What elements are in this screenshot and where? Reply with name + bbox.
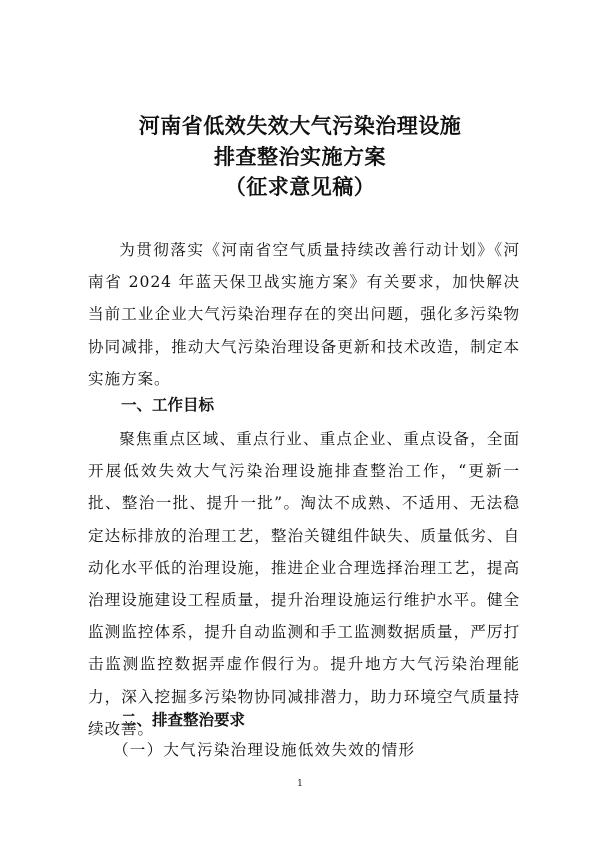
document-title-line-3: （征求意见稿） [224, 174, 376, 199]
document-title-line-2: 排查整治实施方案 [214, 144, 386, 169]
intro-paragraph: 为贯彻落实《河南省空气质量持续改善行动计划》《河南省 2024 年蓝天保卫战实施方案》有关要求，加快解决当前工业企业大气污染治理存在的突出问题，强化多污染物协同减排，推动大气污染治理设备更新和技术改造，制定本实施方案。 [88, 241, 520, 388]
page-number: 1 [297, 779, 303, 789]
section-1-paragraph: 聚焦重点区域、重点行业、重点企业、重点设备，全面开展低效失效大气污染治理设施排查整治工作，“更新一批、整治一批、提升一批”。淘汰不成熟、不适用、无法稳定达标排放的治理工艺，整治关键组件缺失、质量低劣、自动化水平低的治理设施，推进企业合理选择治理工艺，提高治理设施建设工程质量，提升治理设施运行维护水平。健全监测监控体系，提升自动监测和手工监测数据质量，严厉打击监测监控数据弄虚作假行为。提升地方大气污染治理能力，深入挖掘多污染物协同减排潜力，助力环境空气质量持续改善。 [88, 430, 520, 738]
section-2-subheading: （一）大气污染治理设施低效失效的情形 [113, 741, 416, 759]
document-title-line-1: 河南省低效失效大气污染治理设施 [138, 113, 462, 138]
section-2-heading: 二、排查整治要求 [121, 711, 246, 729]
section-1-heading: 一、工作目标 [121, 396, 215, 414]
